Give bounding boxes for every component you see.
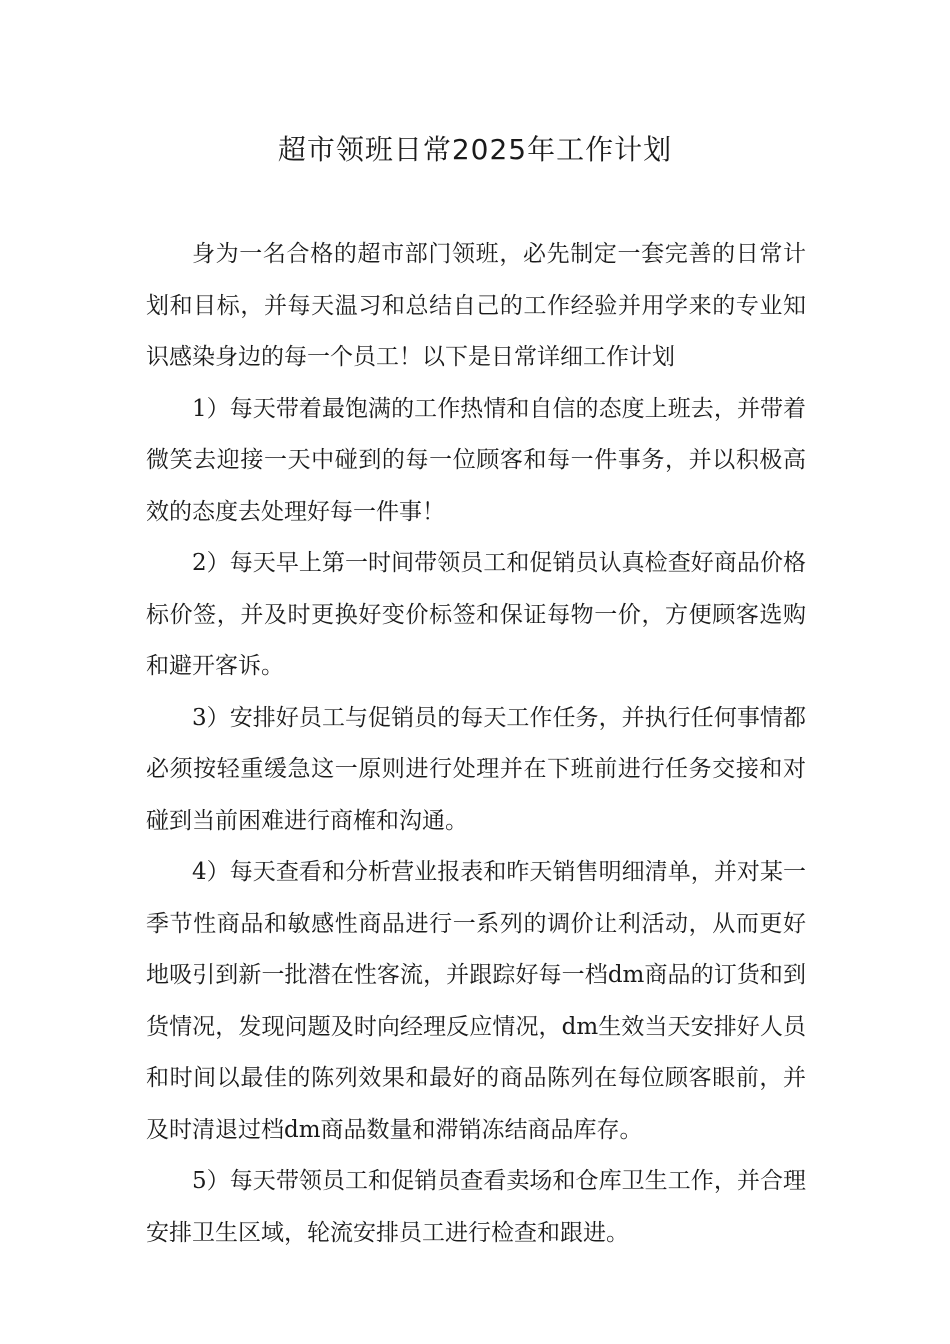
document-body: [146, 229, 806, 1259]
plan-item-4: 4）每天查看和分析营业报表和昨天销售明细清单，并对某一季节性商品和敏感性商品进行一系列的调价让利活动，从而更好地吸引到新一批潜在性客流，并跟踪好每一档dm商品的订货和到货情况，发现问题及时向经理反应情况，dm生效当天安排好人员和时间以最佳的陈列效果和最好的商品陈列在每位顾客眼前，并及时清退过档dm商品数量和滞销冻结商品库存。: [146, 859, 806, 1143]
intro-paragraph: 身为一名合格的超市部门领班，必先制定一套完善的日常计划和目标，并每天温习和总结自己的工作经验并用学来的专业知识感染身边的每一个员工！以下是日常详细工作计划: [146, 241, 806, 370]
plan-item-1: 1）每天带着最饱满的工作热情和自信的态度上班去，并带着微笑去迎接一天中碰到的每一位顾客和每一件事务，并以积极高效的态度去处理好每一件事！: [146, 395, 806, 525]
plan-item-5: 5）每天带领员工和促销员查看卖场和仓库卫生工作，并合理安排卫生区域，轮流安排员工进行检查和跟进。: [146, 1168, 806, 1246]
plan-item-2: 2）每天早上第一时间带领员工和促销员认真检查好商品价格标价签，并及时更换好变价标签和保证每物一价，方便顾客选购和避开客诉。: [146, 550, 806, 679]
plan-item-3: 3）安排好员工与促销员的每天工作任务，并执行任何事情都必须按轻重缓急这一原则进行处理并在下班前进行任务交接和对碰到当前困难进行商榷和沟通。: [146, 704, 806, 834]
document-title: 超市领班日常2025年工作计划: [277, 133, 673, 166]
